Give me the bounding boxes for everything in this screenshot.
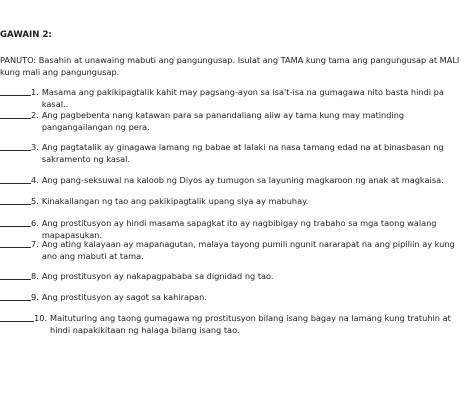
question-number-6: 6. [31,218,39,228]
question-number-3: 3. [31,142,39,152]
question-text-9: Ang prostitusyon ay sagot sa kahirapan. [41,292,207,302]
question-number-7: 7. [31,239,39,249]
instruction-text: PANUTO: Basahin at unawaing mabuti ang pangungusap. Isulat ang TAMA kung tama ang pangungusap at MALI kung mali ang pangungusap. [0,55,460,77]
answer-blank-1[interactable] [0,86,31,96]
answer-blank-2[interactable] [0,109,31,119]
answer-blank-5[interactable] [0,195,31,205]
worksheet-heading: GAWAIN 2: [0,30,52,40]
question-number-4: 4. [31,175,39,185]
question-item-7 [0,238,472,262]
answer-blank-9[interactable] [0,291,31,301]
question-text-5: Kinakailangan ng tao ang pakikipagtalik upang siya ay mabuhay. [41,196,309,206]
answer-blank-6[interactable] [0,217,31,227]
question-item-10 [0,312,472,336]
question-number-10: 10. [34,313,48,323]
question-item-9 [0,291,472,303]
question-item-5 [0,195,472,207]
question-text-6: Ang prostitusyon ay hindi masama sapagkat ito ay nagbibigay ng trabaho sa mga taong walang mapapasukan. [41,218,437,240]
question-text-4: Ang pang-seksuwal na kaloob ng Diyos ay tumugon sa layuning magkaroon ng anak at magkaisa. [41,175,444,185]
question-text-7: Ang ating kalayaan ay mapanagutan, malaya tayong pumili ngunit nararapat na ang pipiliin ay kung ano ang mabuti at tama. [41,239,455,261]
question-text-8: Ang prostitusyon ay nakapagpababa sa dignidad ng tao. [41,271,274,281]
answer-blank-8[interactable] [0,270,31,280]
question-text-10: Maituturing ang taong gumagawa ng prostitusyon bilang isang bagay na lamang kung tratuhin at hindi napakikitaan ng halaga bilang isang tao. [50,313,451,335]
question-number-8: 8. [31,271,39,281]
question-item-8 [0,270,472,282]
question-number-1: 1. [31,87,39,97]
answer-blank-3[interactable] [0,141,31,151]
question-item-3 [0,141,472,165]
question-text-1: Masama ang pakikipagtalik kahit may pagsang-ayon sa isa't-isa na gumagawa nito basta hindi pa kasal.. [41,87,444,109]
question-number-2: 2. [31,110,39,120]
answer-blank-10[interactable] [0,312,34,322]
answer-blank-4[interactable] [0,174,31,184]
question-number-5: 5. [31,196,39,206]
question-text-3: Ang pagtatalik ay ginagawa lamang ng babae at lalaki na nasa tamang edad na at binasbasan ng sakramento ng kasal. [41,142,444,164]
question-number-9: 9. [31,292,39,302]
question-text-2: Ang pagbebenta nang katawan para sa panandaliang aliw ay tama kung may matinding pangangailangan ng pera. [41,110,405,132]
question-item-1 [0,86,472,110]
question-item-4 [0,174,472,186]
answer-blank-7[interactable] [0,238,31,248]
question-item-2 [0,109,472,133]
